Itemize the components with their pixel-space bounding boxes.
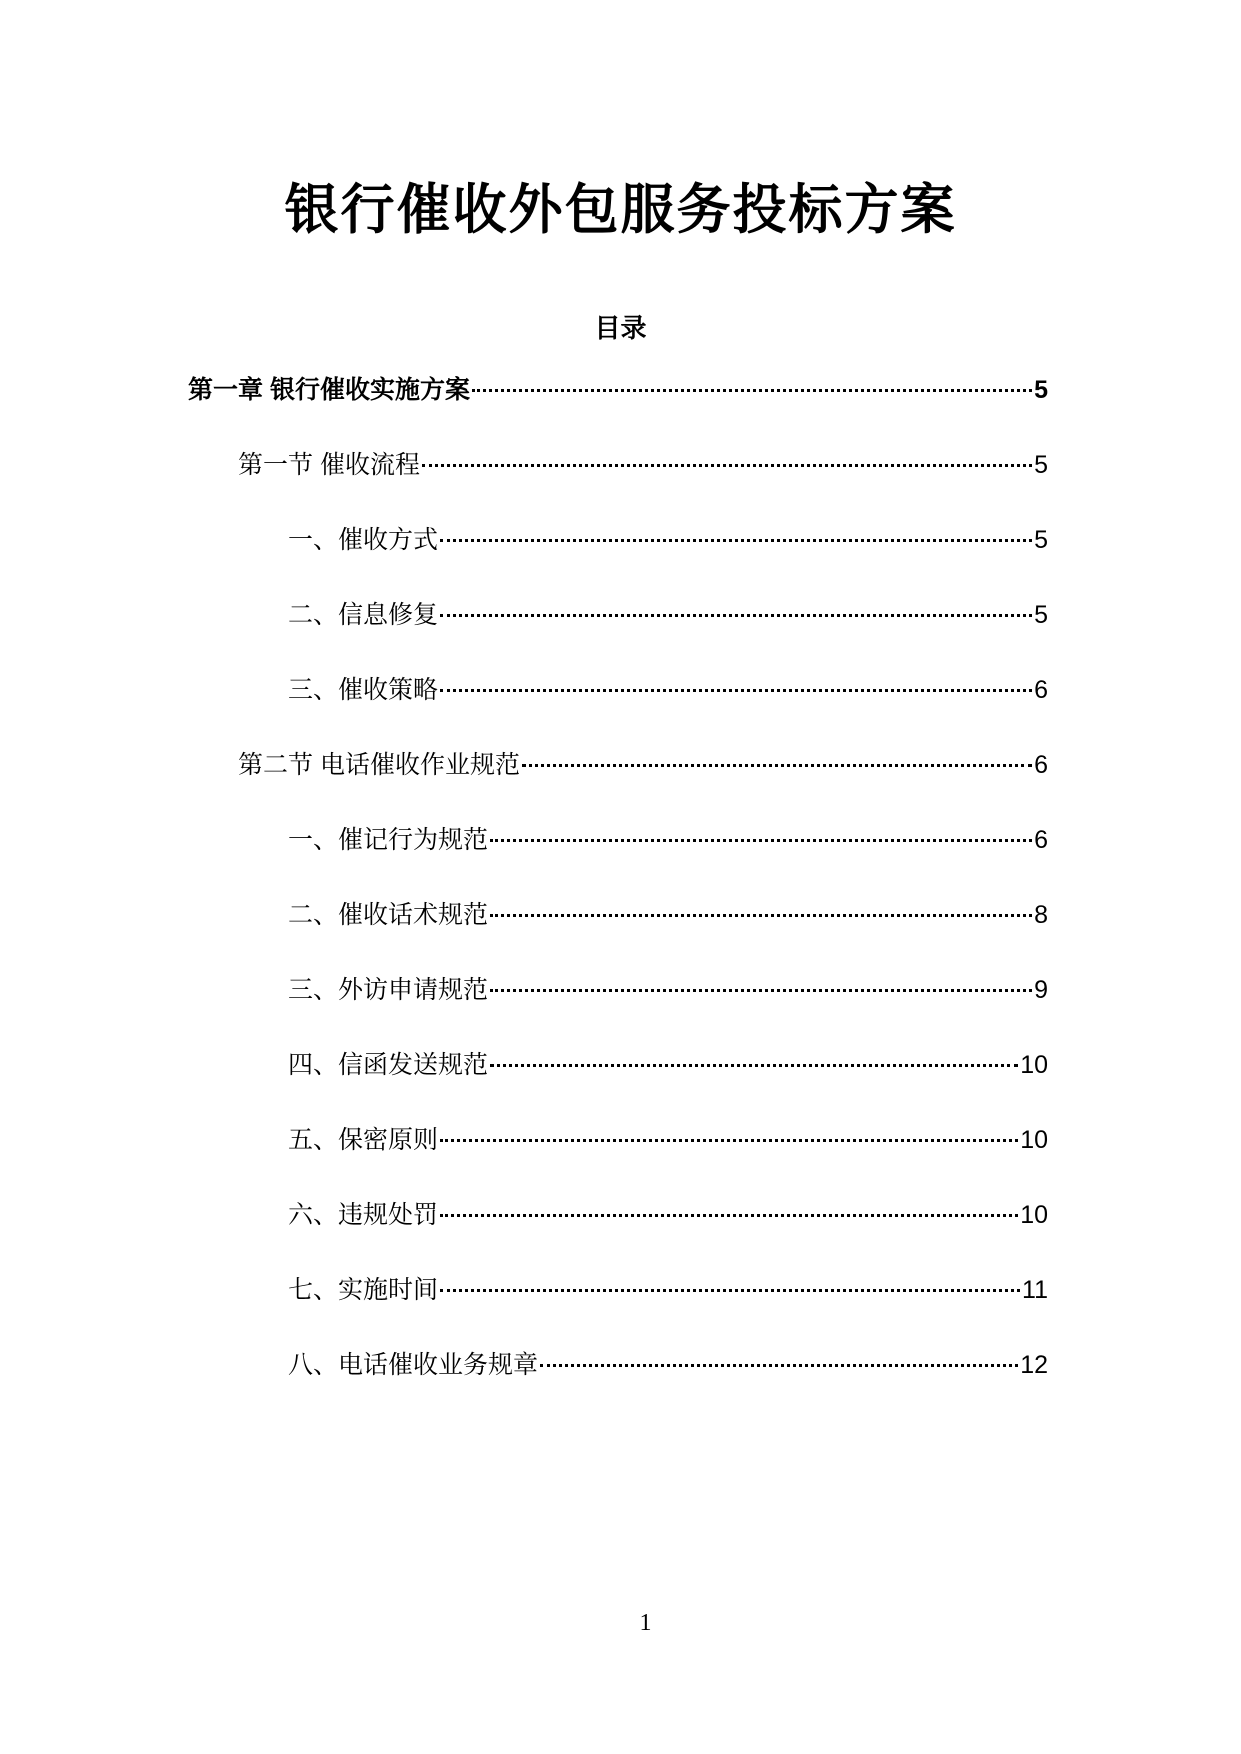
- toc-dot-leader: [440, 1139, 1018, 1142]
- toc-heading: 目录: [594, 313, 647, 343]
- toc-entry-text: 三、催收策略: [288, 676, 439, 704]
- toc-entry-page: 10: [1020, 1201, 1048, 1229]
- toc-entry-item[interactable]: [288, 522, 1048, 558]
- toc-entry-page: 9: [1034, 976, 1048, 1004]
- toc-entry-text: 三、外访申请规范: [288, 976, 489, 1004]
- page-number: 1: [639, 1610, 652, 1636]
- document-title: 银行催收外包服务投标方案: [284, 180, 957, 240]
- toc-entry-text: 四、信函发送规范: [288, 1051, 489, 1079]
- toc-dot-leader: [440, 1289, 1020, 1292]
- toc-entry-page: 8: [1034, 901, 1048, 929]
- toc-entry-item[interactable]: [288, 1122, 1048, 1158]
- toc-entry-item[interactable]: [288, 822, 1048, 858]
- toc-dot-leader: [440, 539, 1032, 542]
- toc-entry-page: 12: [1020, 1351, 1048, 1379]
- toc-dot-leader: [440, 1214, 1018, 1217]
- toc-entry-item[interactable]: [288, 1347, 1048, 1383]
- toc-entry-section-2[interactable]: [238, 747, 1048, 783]
- toc-entry-page: 6: [1034, 826, 1048, 854]
- toc-entry-item[interactable]: [288, 1197, 1048, 1233]
- toc-dot-leader: [490, 914, 1032, 917]
- toc-dot-leader: [490, 1064, 1018, 1067]
- toc-entry-text: 五、保密原则: [288, 1126, 439, 1154]
- toc-entry-page: 11: [1022, 1276, 1048, 1304]
- toc-entry-page: 5: [1034, 601, 1048, 629]
- toc-entry-page: 5: [1034, 451, 1048, 479]
- toc-entry-page: 6: [1034, 676, 1048, 704]
- toc-dot-leader: [472, 389, 1032, 392]
- toc-entry-text: 一、催记行为规范: [288, 826, 489, 854]
- toc-entry-text: 第一节 催收流程: [238, 451, 420, 479]
- toc-entry-text: 第二节 电话催收作业规范: [238, 751, 520, 779]
- toc-entry-page: 10: [1020, 1126, 1048, 1154]
- toc-entry-item[interactable]: [288, 672, 1048, 708]
- toc-entry-page: 6: [1034, 751, 1048, 779]
- toc-entry-text: 七、实施时间: [288, 1276, 439, 1304]
- toc-entry-text: 八、电话催收业务规章: [288, 1351, 539, 1379]
- toc-dot-leader: [522, 764, 1032, 767]
- toc-entry-page: 5: [1034, 526, 1048, 554]
- toc-entry-chapter-1[interactable]: [188, 372, 1048, 408]
- toc-dot-leader: [540, 1364, 1018, 1367]
- toc-dot-leader: [440, 689, 1032, 692]
- toc-entry-text: 六、违规处罚: [288, 1201, 439, 1229]
- toc-entry-text: 二、催收话术规范: [288, 901, 489, 929]
- toc-dot-leader: [490, 839, 1032, 842]
- toc-entry-page: 5: [1034, 376, 1048, 404]
- toc-entry-page: 10: [1020, 1051, 1048, 1079]
- toc-dot-leader: [440, 614, 1032, 617]
- toc-entry-item[interactable]: [288, 972, 1048, 1008]
- toc-dot-leader: [422, 464, 1032, 467]
- toc-entry-item[interactable]: [288, 1272, 1048, 1308]
- toc-entry-section-1[interactable]: [238, 447, 1048, 483]
- toc-entry-text: 二、信息修复: [288, 601, 439, 629]
- toc-dot-leader: [490, 989, 1032, 992]
- toc-entry-item[interactable]: [288, 597, 1048, 633]
- toc-entry-text: 第一章 银行催收实施方案: [188, 376, 470, 404]
- toc-entry-item[interactable]: [288, 897, 1048, 933]
- toc-entry-text: 一、催收方式: [288, 526, 439, 554]
- toc-entry-item[interactable]: [288, 1047, 1048, 1083]
